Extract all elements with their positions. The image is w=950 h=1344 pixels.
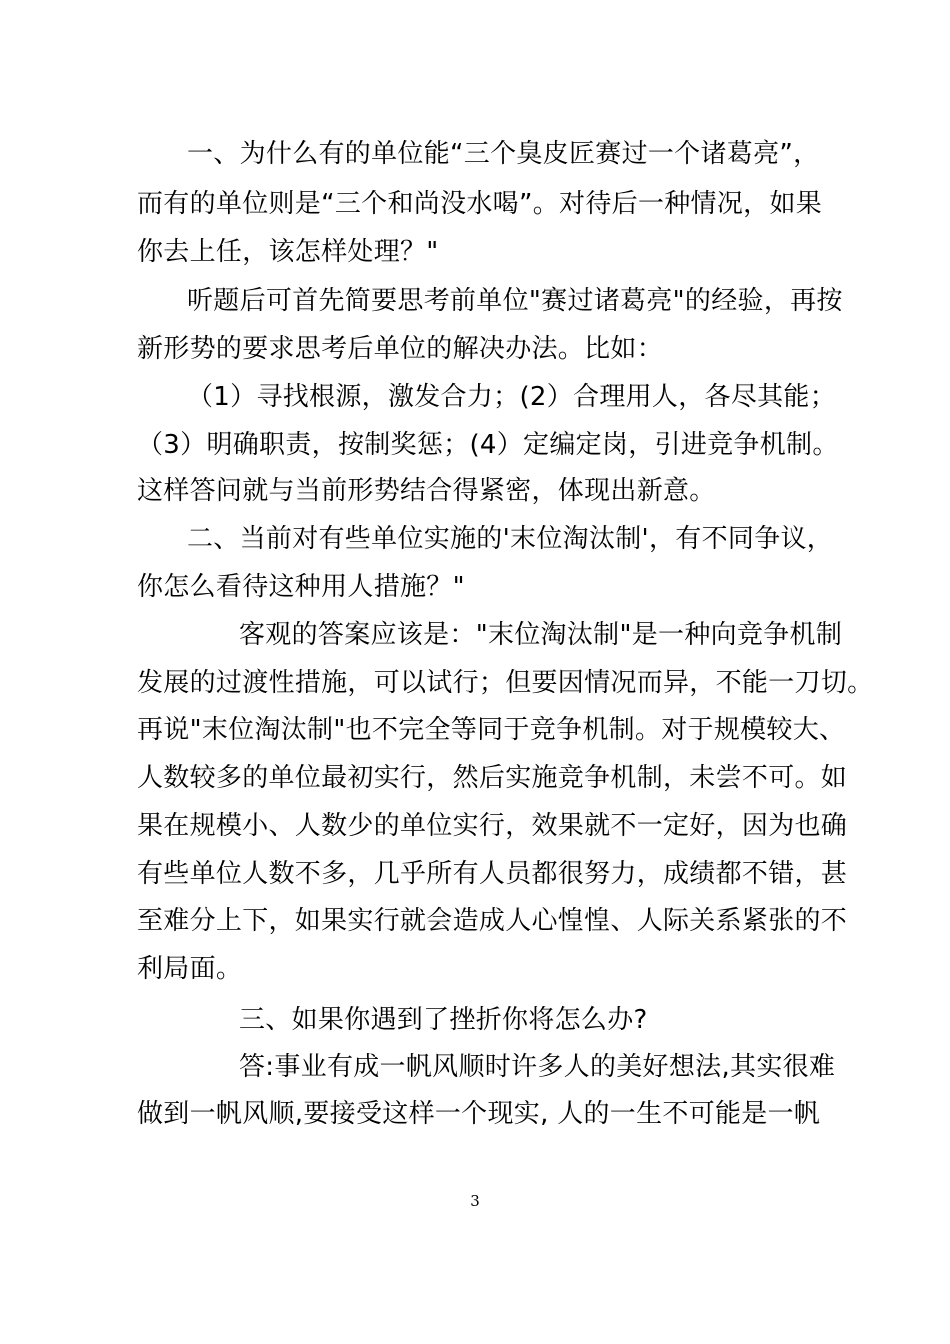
- text-line: 人数较多的单位最初实行，然后实施竞争机制，未尝不可。如: [137, 763, 848, 793]
- text-line: 果在规模小、人数少的单位实行，效果就不一定好，因为也确: [137, 811, 848, 841]
- text-line: 你怎么看待这种用人措施？": [137, 572, 465, 602]
- text-line: 客观的答案应该是："末位淘汰制"是一种向竞争机制: [239, 620, 843, 650]
- text-line: 你去上任，该怎样处理？": [137, 237, 439, 267]
- text-line: 答:事业有成一帆风顺时许多人的美好想法,其实很难: [239, 1052, 836, 1082]
- page-number: 3: [470, 1192, 480, 1210]
- text-line: 这样答问就与当前形势结合得紧密，体现出新意。: [137, 476, 716, 506]
- text-line: 三、如果你遇到了挫折你将怎么办?: [239, 1005, 648, 1035]
- text-line: 一、为什么有的单位能“三个臭皮匠赛过一个诸葛亮”，: [187, 139, 820, 169]
- text-line: 至难分上下，如果实行就会造成人心惶惶、人际关系紧张的不: [137, 906, 848, 936]
- text-line: 听题后可首先简要思考前单位"赛过诸葛亮"的经验，再按: [187, 286, 843, 316]
- text-line: 做到一帆风顺,要接受这样一个现实, 人的一生不可能是一帆: [137, 1099, 821, 1129]
- text-line: 新形势的要求思考后单位的解决办法。比如：: [137, 334, 664, 364]
- text-line: 再说"末位淘汰制"也不完全等同于竞争机制。对于规模较大、: [137, 715, 846, 745]
- text-line: （3）明确职责，按制奖惩；(4）定编定岗，引进竞争机制。: [137, 430, 839, 460]
- text-line: （1）寻找根源，激发合力；(2）合理用人，各尽其能；: [187, 382, 837, 412]
- text-line: 而有的单位则是“三个和尚没水喝”。对待后一种情况，如果: [137, 189, 823, 219]
- text-line: 发展的过渡性措施，可以试行；但要因情况而异，不能一刀切。: [137, 668, 874, 698]
- text-line: 利局面。: [137, 954, 243, 984]
- text-line: 有些单位人数不多，几乎所有人员都很努力，成绩都不错，甚: [137, 859, 848, 889]
- text-line: 二、当前对有些单位实施的'末位淘汰制'，有不同争议，: [187, 524, 834, 554]
